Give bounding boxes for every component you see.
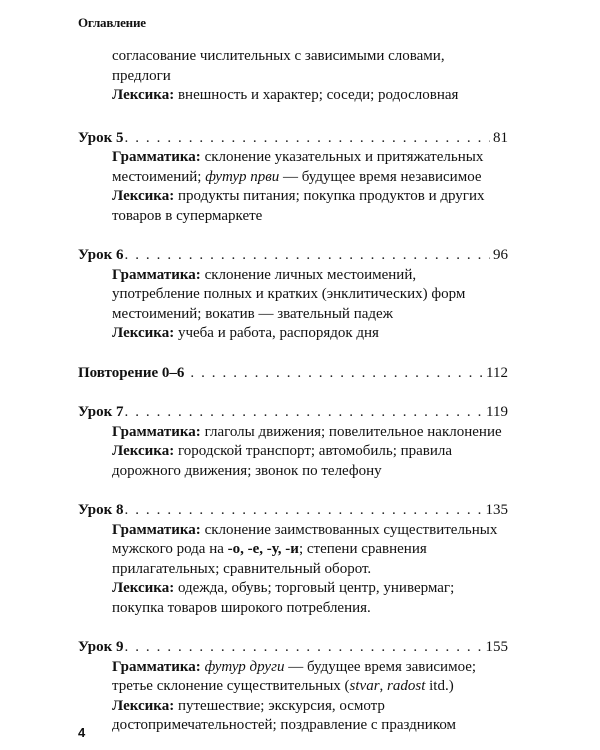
grammar-line: Грамматика: склонение указательных и притяжательных xyxy=(112,149,484,165)
grammar-label: Грамматика: xyxy=(112,266,201,283)
grammar-label: Грамматика: xyxy=(112,423,201,440)
entry-page-number: 96 xyxy=(493,247,508,263)
entry-title[interactable]: Урок 9 xyxy=(78,639,124,655)
entry-page-number: 155 xyxy=(485,639,508,655)
toc-entry-lesson-8[interactable] xyxy=(78,501,508,618)
entry-details xyxy=(78,148,508,226)
dot-leader xyxy=(125,501,483,521)
entry-title[interactable]: Повторение 0–6 xyxy=(78,364,185,381)
lexis-line: покупка товаров широкого потребления. xyxy=(112,599,371,616)
dot-leader xyxy=(125,638,483,658)
grammar-line: Грамматика: глаголы движения; повелительное наклонение xyxy=(112,423,502,440)
lexis-line: Лексика: внешность и характер; соседи; родословная xyxy=(112,87,459,103)
toc-entry-review-0-6[interactable] xyxy=(78,364,508,384)
lexis-line: достопримечательностей; поздравление с праздником xyxy=(112,717,457,733)
dot-leader xyxy=(125,246,490,266)
page-header-title: Оглавление xyxy=(78,15,146,30)
lexis-line: Лексика: продукты питания; покупка продуктов и других xyxy=(112,188,485,204)
lexis-line: Лексика: городской транспорт; автомобиль; правила xyxy=(112,443,453,459)
lexis-label: Лексика: xyxy=(112,87,175,103)
toc-entry-lesson-6[interactable] xyxy=(78,246,508,344)
lexis-label: Лексика: xyxy=(112,188,175,204)
dot-leader xyxy=(125,129,490,149)
grammar-label: Грамматика: xyxy=(112,658,201,675)
toc-entry-lesson-9[interactable] xyxy=(78,638,508,736)
grammar-line: Грамматика: футур други — будущее время зависимое; xyxy=(112,658,477,675)
lexis-line: Лексика: одежда, обувь; торговый центр, универмаг; xyxy=(112,580,455,596)
page-number: 4 xyxy=(78,725,86,740)
grammar-line: третье склонение существительных (stvar, radost itd.) xyxy=(112,678,454,694)
entry-heading[interactable] xyxy=(78,364,508,384)
grammar-line: употребление полных и кратких (энклитических) форм xyxy=(112,286,466,302)
lexis-label: Лексика: xyxy=(112,697,175,714)
continuation-line: предлоги xyxy=(112,67,171,84)
lexis-label: Лексика: xyxy=(112,580,175,596)
entry-title[interactable]: Урок 7 xyxy=(78,404,124,420)
entry-details xyxy=(78,521,508,619)
grammar-line: Грамматика: склонение заимствованных существительных xyxy=(112,521,498,538)
grammar-line: местоимений; вокатив — звательный падеж xyxy=(112,305,394,322)
entry-title[interactable]: Урок 5 xyxy=(78,129,124,146)
grammar-line: мужского рода на -о, -е, -у, -и; степени сравнения xyxy=(112,541,427,557)
lexis-line: Лексика: учеба и работа, распорядок дня xyxy=(112,325,379,341)
grammar-line: местоимений; футур први — будущее время независимое xyxy=(112,168,482,185)
grammar-label: Грамматика: xyxy=(112,521,201,538)
entry-title[interactable]: Урок 8 xyxy=(78,502,124,518)
entry-page-number: 135 xyxy=(485,502,508,518)
dot-leader xyxy=(125,403,484,423)
toc-continuation xyxy=(78,47,508,106)
entry-heading[interactable] xyxy=(78,129,508,149)
lexis-line: Лексика: путешествие; экскурсия, осмотр xyxy=(112,697,385,714)
grammar-line: Грамматика: склонение личных местоимений, xyxy=(112,266,417,283)
lexis-line: дорожного движения; звонок по телефону xyxy=(112,462,382,479)
lexis-line: товаров в супермаркете xyxy=(112,207,263,224)
continuation-line: согласование числительных с зависимыми словами, xyxy=(112,48,445,64)
entry-page-number: 81 xyxy=(493,129,508,146)
grammar-line: прилагательных; сравнительный оборот. xyxy=(112,560,372,577)
toc-entry-lesson-7[interactable] xyxy=(78,403,508,481)
entry-page-number: 112 xyxy=(486,364,508,381)
lexis-label: Лексика: xyxy=(112,325,175,341)
lexis-label: Лексика: xyxy=(112,443,175,459)
toc-entry-lesson-5[interactable] xyxy=(78,129,508,227)
toc-content xyxy=(78,47,508,736)
dot-leader xyxy=(190,364,483,384)
entry-heading[interactable] xyxy=(78,638,508,658)
entry-heading[interactable] xyxy=(78,403,508,423)
entry-details xyxy=(78,266,508,344)
entry-heading[interactable] xyxy=(78,501,508,521)
entry-details xyxy=(78,423,508,482)
entry-details xyxy=(78,658,508,736)
entry-page-number: 119 xyxy=(486,404,508,420)
grammar-label: Грамматика: xyxy=(112,149,201,165)
entry-heading[interactable] xyxy=(78,246,508,266)
entry-title[interactable]: Урок 6 xyxy=(78,247,124,263)
